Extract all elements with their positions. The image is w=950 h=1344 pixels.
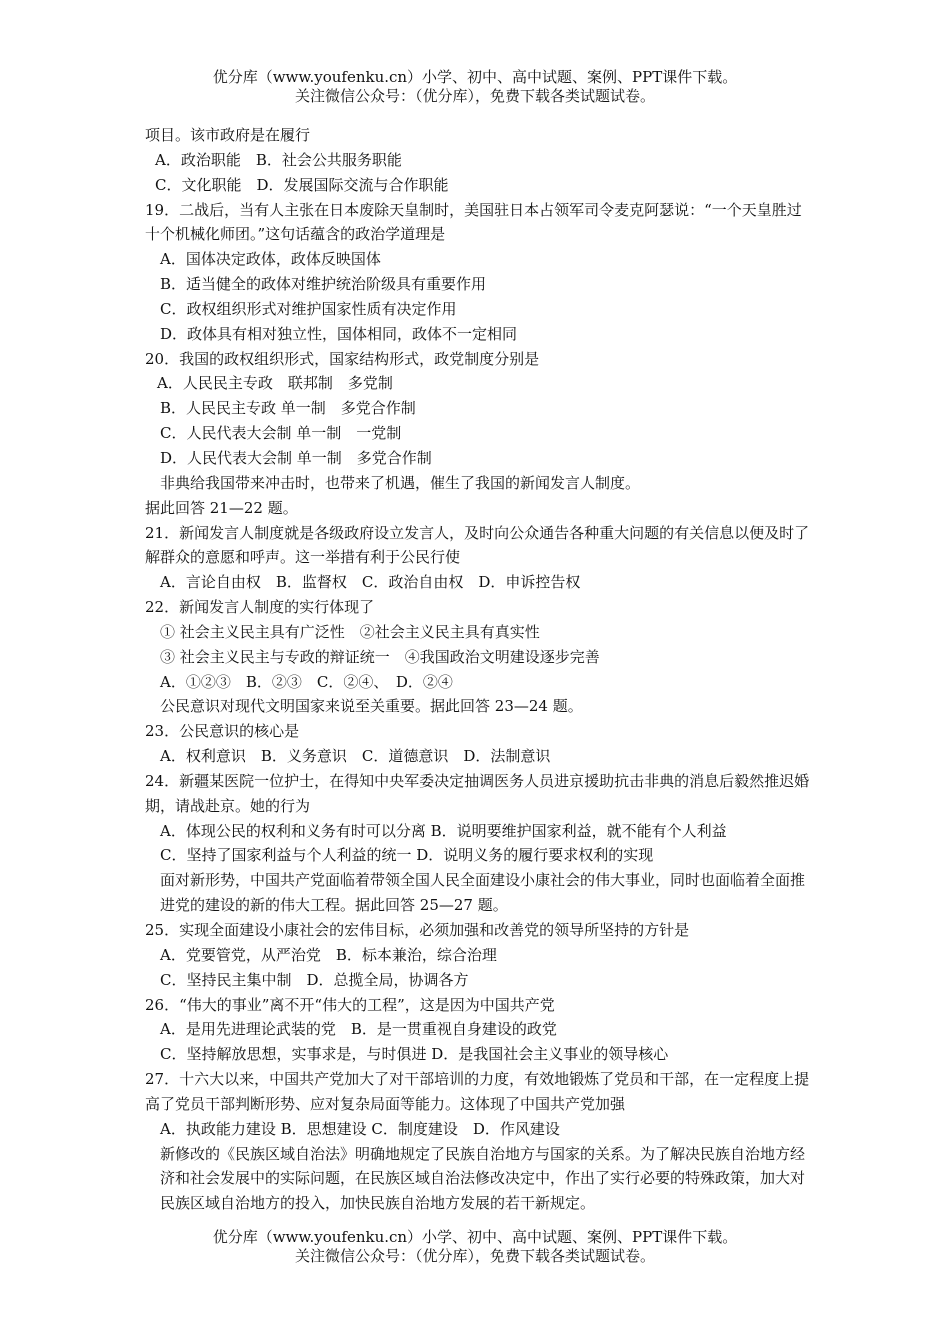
text-line: A．言论自由权 B．监督权 C．政治自由权 D．申诉控告权: [160, 573, 581, 592]
text-line: ③ 社会主义民主与专政的辩证统一 ④我国政治文明建设逐步完善: [160, 647, 600, 666]
footer-line-2: 关注微信公众号：（优分库），免费下载各类试题试卷。: [294, 1247, 655, 1265]
header-line-1: 优分库（www.youfenku.cn）小学、初中、高中试题、案例、PPT课件下载。: [212, 68, 738, 86]
text-line: C．坚持民主集中制 D．总揽全局，协调各方: [160, 970, 469, 989]
text-line: 27．十六大以来，中国共产党加大了对干部培训的力度，有效地锻炼了党员和干部，在一定程度上提高了党员干部判断形势、应对复杂局面等能力。这体现了中国共产党加强: [145, 1070, 810, 1113]
text-line: 22．新闻发言人制度的实行体现了: [145, 598, 375, 617]
text-line: A．国体决定政体，政体反映国体: [160, 250, 381, 269]
text-line: A．执政能力建设 B．思想建设 C．制度建设 D．作风建设: [160, 1119, 560, 1138]
text-line: B．人民民主专政 单一制 多党合作制: [160, 399, 416, 418]
text-line: 据此回答 21—22 题。: [145, 498, 298, 517]
text-line: A．人民民主专政 联邦制 多党制: [157, 374, 393, 393]
text-line: A．是用先进理论武装的党 B．是一贯重视自身建设的政党: [160, 1020, 557, 1039]
text-line: B．适当健全的政体对维护统治阶级具有重要作用: [160, 275, 487, 294]
text-line: A．①②③ B．②③ C．②④、 D．②④: [160, 672, 453, 691]
document-body: [145, 123, 810, 1216]
text-line: 面对新形势，中国共产党面临着带领全国人民全面建设小康社会的伟大事业，同时也面临着全面推进党的建设的新的伟大工程。据此回答 25—27 题。: [160, 871, 806, 915]
text-line: 公民意识对现代文明国家来说至关重要。据此回答 23—24 题。: [160, 697, 583, 716]
text-line: 新修改的《民族区域自治法》明确地规定了民族自治地方与国家的关系。为了解决民族自治地方经济和社会发展中的实际问题，在民族区域自治法修改决定中，作出了实行必要的特殊政策，加大对民族区域自治地方的投入，加快民族自治地方发展的若干新规定。: [160, 1144, 806, 1213]
text-line: ① 社会主义民主具有广泛性 ②社会主义民主具有真实性: [160, 622, 540, 641]
text-line: 19．二战后，当有人主张在日本废除天皇制时，美国驻日本占领军司令麦克阿瑟说：“一个天皇胜过十个机械化师团。”这句话蕴含的政治学道理是: [145, 200, 802, 244]
text-line: A．政治职能 B．社会公共服务职能: [155, 150, 402, 169]
text-line: 20．我国的政权组织形式，国家结构形式，政党制度分别是: [145, 349, 540, 368]
header-line-2: 关注微信公众号：（优分库），免费下载各类试题试卷。: [294, 87, 655, 105]
page-footer: [0, 1228, 950, 1266]
text-line: C．人民代表大会制 单一制 一党制: [160, 424, 402, 443]
text-line: 非典给我国带来冲击时，也带来了机遇，催生了我国的新闻发言人制度。: [160, 473, 641, 492]
text-line: A．体现公民的权利和义务有时可以分离 B．说明要维护国家利益，就不能有个人利益: [160, 821, 727, 840]
page-header: [0, 68, 950, 106]
text-line: C．坚持了国家利益与个人利益的统一 D．说明义务的履行要求权利的实现: [160, 846, 654, 865]
text-line: C．文化职能 D．发展国际交流与合作职能: [155, 175, 449, 194]
text-line: C．坚持解放思想，实事求是，与时俱进 D．是我国社会主义事业的领导核心: [160, 1045, 669, 1064]
text-line: 26．“伟大的事业”离不开“伟大的工程”，这是因为中国共产党: [145, 995, 555, 1014]
text-line: A．权利意识 B．义务意识 C．道德意识 D．法制意识: [160, 747, 551, 766]
text-line: 25．实现全面建设小康社会的宏伟目标，必须加强和改善党的领导所坚持的方针是: [145, 921, 690, 939]
footer-line-1: 优分库（www.youfenku.cn）小学、初中、高中试题、案例、PPT课件下载。: [212, 1228, 738, 1246]
text-line: 21．新闻发言人制度就是各级政府设立发言人，及时向公众通告各种重大问题的有关信息以便及时了解群众的意愿和呼声。这一举措有利于公民行使: [145, 523, 810, 567]
text-line: 24．新疆某医院一位护士，在得知中央军委决定抽调医务人员进京援助抗击非典的消息后毅然推迟婚期，请战赴京。她的行为: [145, 771, 810, 815]
text-line: 项目。该市政府是在履行: [145, 126, 311, 144]
text-line: A．党要管党，从严治党 B．标本兼治，综合治理: [160, 945, 497, 964]
text-line: 23．公民意识的核心是: [145, 722, 300, 741]
text-line: D．政体具有相对独立性，国体相同，政体不一定相同: [160, 324, 518, 343]
text-line: D．人民代表大会制 单一制 多党合作制: [160, 448, 432, 467]
text-line: C．政权组织形式对维护国家性质有决定作用: [160, 299, 457, 318]
